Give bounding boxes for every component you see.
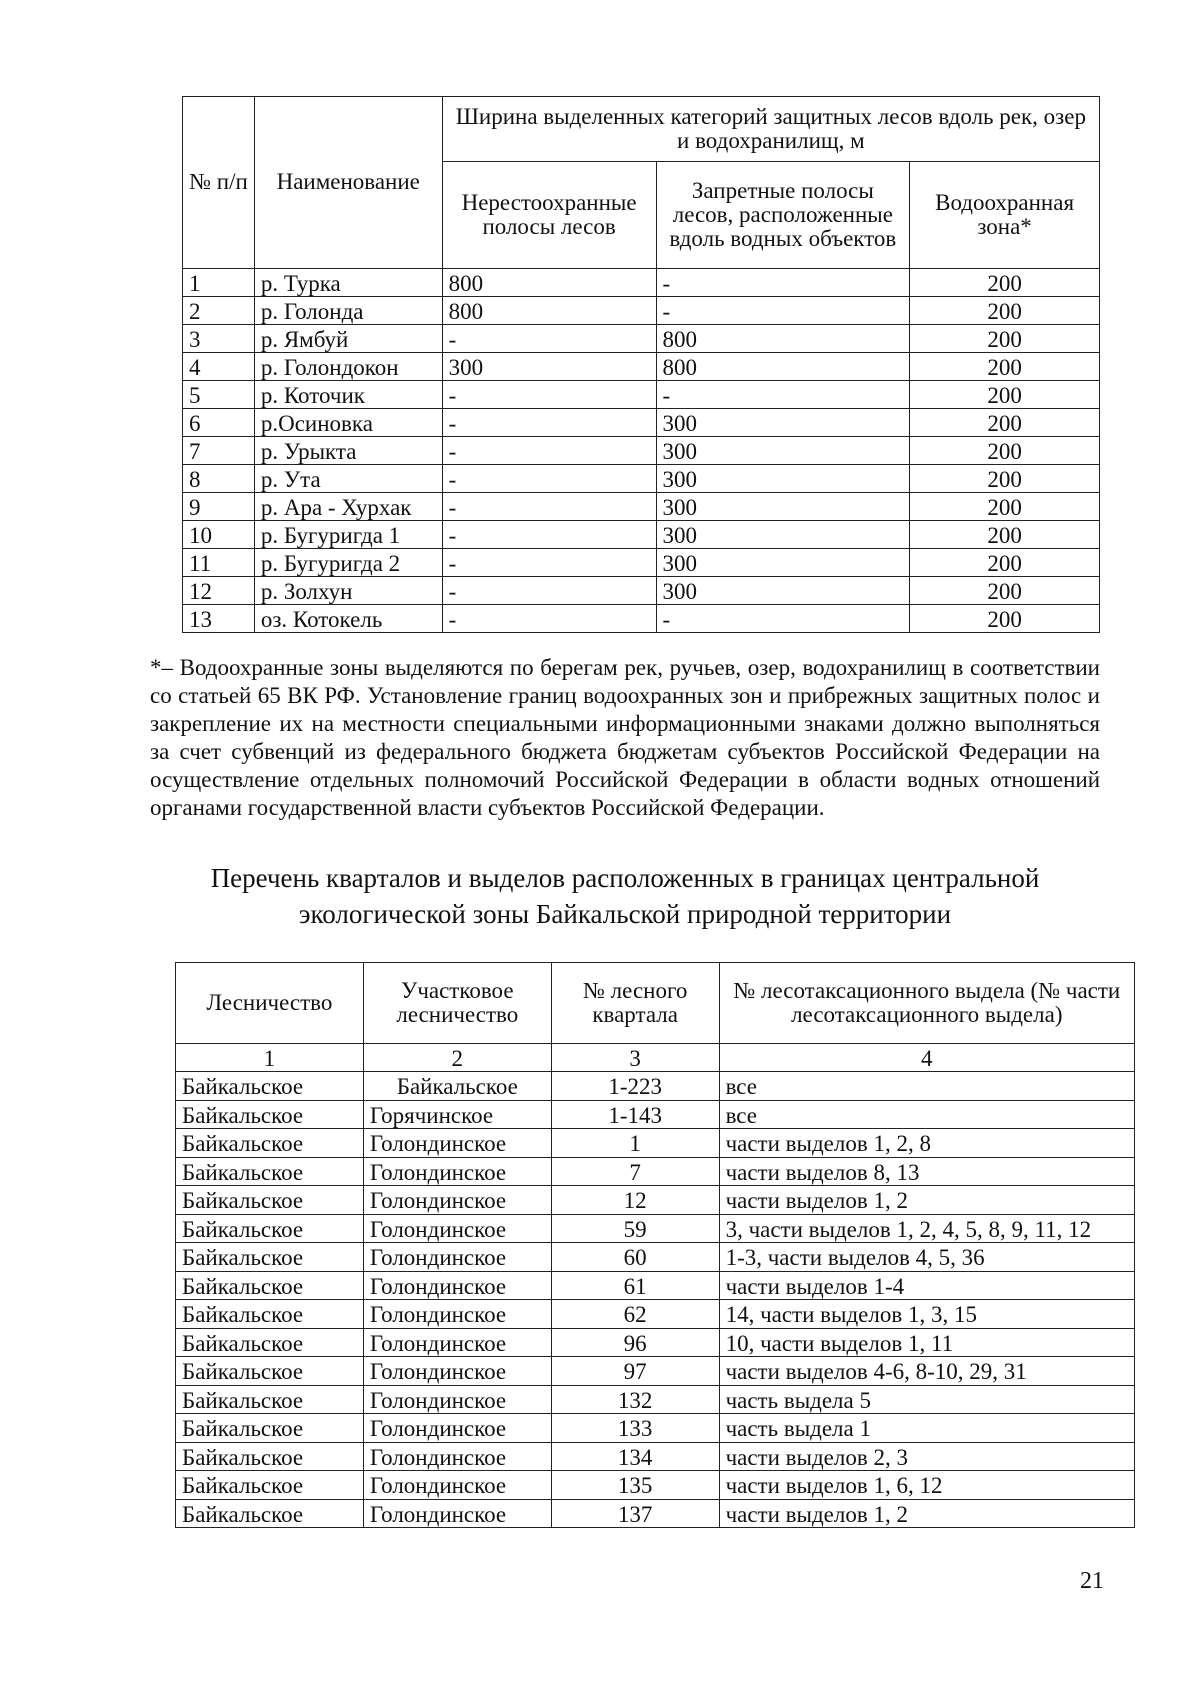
district-name: Голондинское xyxy=(363,1300,551,1329)
header-district: Участковое лесничество xyxy=(363,963,551,1044)
table-row xyxy=(183,465,1100,493)
district-name: Голондинское xyxy=(363,1243,551,1272)
district-name: Голондинское xyxy=(363,1442,551,1471)
allotment-value: части выделов 8, 13 xyxy=(719,1157,1134,1186)
quarter-number: 96 xyxy=(551,1328,719,1357)
spawn-width: - xyxy=(442,465,656,493)
row-number: 10 xyxy=(183,521,255,549)
spawn-width: 800 xyxy=(442,297,656,325)
header-quarter: № лесного квартала xyxy=(551,963,719,1044)
quarter-number: 62 xyxy=(551,1300,719,1329)
forestry-name: Байкальское xyxy=(176,1243,364,1272)
district-name: Горячинское xyxy=(363,1100,551,1129)
table-row xyxy=(176,1243,1135,1272)
water-zone-width: 200 xyxy=(910,297,1100,325)
forestry-name: Байкальское xyxy=(176,1271,364,1300)
district-name: Голондинское xyxy=(363,1499,551,1528)
district-name: Голондинское xyxy=(363,1271,551,1300)
table-row xyxy=(183,297,1100,325)
section-title-line1: Перечень кварталов и выделов расположенных в границах центральной xyxy=(210,863,1040,893)
spawn-width: 800 xyxy=(442,269,656,297)
water-body-name: р. Урыкта xyxy=(254,437,442,465)
quarter-number: 12 xyxy=(551,1186,719,1215)
table-row xyxy=(183,577,1100,605)
water-body-name: р. Ара - Хурхак xyxy=(254,493,442,521)
table2-body xyxy=(176,1072,1135,1528)
forestry-name: Байкальское xyxy=(176,1442,364,1471)
table-row xyxy=(176,1214,1135,1243)
column-number: 2 xyxy=(363,1044,551,1072)
district-name: Голондинское xyxy=(363,1385,551,1414)
district-name: Голондинское xyxy=(363,1186,551,1215)
water-body-name: р. Коточик xyxy=(254,381,442,409)
water-body-name: р. Золхун xyxy=(254,577,442,605)
allotment-value: часть выдела 1 xyxy=(719,1414,1134,1443)
allotment-value: 3, части выделов 1, 2, 4, 5, 8, 9, 11, 12 xyxy=(719,1214,1134,1243)
quarter-number: 134 xyxy=(551,1442,719,1471)
quarter-number: 7 xyxy=(551,1157,719,1186)
table-row xyxy=(183,437,1100,465)
prohibited-width: - xyxy=(656,269,910,297)
water-zone-width: 200 xyxy=(910,437,1100,465)
prohibited-width: 300 xyxy=(656,493,910,521)
table-row xyxy=(183,269,1100,297)
district-name: Голондинское xyxy=(363,1414,551,1443)
prohibited-width: - xyxy=(656,605,910,633)
quarter-number: 61 xyxy=(551,1271,719,1300)
forestry-name: Байкальское xyxy=(176,1357,364,1386)
spawn-width: - xyxy=(442,493,656,521)
forestry-name: Байкальское xyxy=(176,1100,364,1129)
allotment-value: части выделов 1, 6, 12 xyxy=(719,1471,1134,1500)
table-row xyxy=(176,1414,1135,1443)
footnote: *– Водоохранные зоны выделяются по берегам рек, ручьев, озер, водохранилищ в соответствии со статьей 65 ВК РФ. Установление границ водоохранных зон и прибрежных защитных полос и закрепление их на местности специальными информационными знаками должно выполняться за счет субвенций из федерального бюджета бюджетам субъектов Российской Федерации на осуществление отдельных полномочий Российской Федерации в области водных отношений органами государственной власти субъектов Российской Федерации. xyxy=(150,655,1100,820)
water-zone-width: 200 xyxy=(910,409,1100,437)
column-number: 3 xyxy=(551,1044,719,1072)
spawn-width: - xyxy=(442,605,656,633)
header-name: Наименование xyxy=(254,97,442,269)
forestry-name: Байкальское xyxy=(176,1385,364,1414)
row-number: 1 xyxy=(183,269,255,297)
water-zone-width: 200 xyxy=(910,465,1100,493)
forestry-name: Байкальское xyxy=(176,1471,364,1500)
row-number: 11 xyxy=(183,549,255,577)
quarter-number: 59 xyxy=(551,1214,719,1243)
column-number: 1 xyxy=(176,1044,364,1072)
district-name: Голондинское xyxy=(363,1471,551,1500)
spawn-width: - xyxy=(442,521,656,549)
allotment-value: части выделов 2, 3 xyxy=(719,1442,1134,1471)
table-row xyxy=(176,1385,1135,1414)
water-zone-width: 200 xyxy=(910,605,1100,633)
water-body-name: р. Ямбуй xyxy=(254,325,442,353)
table-row xyxy=(176,1471,1135,1500)
table-row xyxy=(176,1499,1135,1528)
water-zone-width: 200 xyxy=(910,493,1100,521)
section-title-line2: экологической зоны Байкальской природной территории xyxy=(298,899,952,929)
row-number: 9 xyxy=(183,493,255,521)
quarter-number: 1 xyxy=(551,1129,719,1158)
header-width-group: Ширина выделенных категорий защитных лесов вдоль рек, озер и водохранилищ, м xyxy=(442,97,1099,162)
header-prohibited: Запретные полосы лесов, расположенные вдоль водных объектов xyxy=(656,162,910,269)
allotment-value: части выделов 1, 2 xyxy=(719,1499,1134,1528)
water-zone-width: 200 xyxy=(910,521,1100,549)
forestry-name: Байкальское xyxy=(176,1157,364,1186)
district-name: Байкальское xyxy=(363,1072,551,1101)
column-number: 4 xyxy=(719,1044,1134,1072)
prohibited-width: - xyxy=(656,381,910,409)
water-body-name: р. Турка xyxy=(254,269,442,297)
district-name: Голондинское xyxy=(363,1129,551,1158)
column-numbers-row xyxy=(176,1044,1135,1072)
quarter-number: 60 xyxy=(551,1243,719,1272)
allotment-value: части выделов 4-6, 8-10, 29, 31 xyxy=(719,1357,1134,1386)
forestry-name: Байкальское xyxy=(176,1499,364,1528)
quarter-number: 137 xyxy=(551,1499,719,1528)
spawn-width: - xyxy=(442,325,656,353)
water-zone-width: 200 xyxy=(910,381,1100,409)
row-number: 5 xyxy=(183,381,255,409)
allotment-value: 1-3, части выделов 4, 5, 36 xyxy=(719,1243,1134,1272)
prohibited-width: 800 xyxy=(656,325,910,353)
quarter-number: 1-223 xyxy=(551,1072,719,1101)
row-number: 4 xyxy=(183,353,255,381)
table-row xyxy=(176,1129,1135,1158)
header-spawn: Нерестоохранные полосы лесов xyxy=(442,162,656,269)
allotment-value: все xyxy=(719,1072,1134,1101)
table-row xyxy=(176,1157,1135,1186)
water-body-name: р. Голонда xyxy=(254,297,442,325)
row-number: 13 xyxy=(183,605,255,633)
allotment-value: части выделов 1, 2, 8 xyxy=(719,1129,1134,1158)
forestry-name: Байкальское xyxy=(176,1129,364,1158)
prohibited-width: 800 xyxy=(656,353,910,381)
row-number: 12 xyxy=(183,577,255,605)
allotment-value: 10, части выделов 1, 11 xyxy=(719,1328,1134,1357)
table-row xyxy=(176,1100,1135,1129)
table1-body xyxy=(183,269,1100,633)
table-row xyxy=(183,493,1100,521)
water-zone-width: 200 xyxy=(910,549,1100,577)
district-name: Голондинское xyxy=(363,1328,551,1357)
table-row xyxy=(176,1271,1135,1300)
table-row xyxy=(176,1300,1135,1329)
allotment-value: часть выдела 5 xyxy=(719,1385,1134,1414)
prohibited-width: 300 xyxy=(656,521,910,549)
spawn-width: - xyxy=(442,549,656,577)
row-number: 2 xyxy=(183,297,255,325)
water-zone-width: 200 xyxy=(910,353,1100,381)
quarters-table xyxy=(175,962,1135,1528)
spawn-width: 300 xyxy=(442,353,656,381)
allotment-value: 14, части выделов 1, 3, 15 xyxy=(719,1300,1134,1329)
spawn-width: - xyxy=(442,437,656,465)
prohibited-width: - xyxy=(656,297,910,325)
row-number: 3 xyxy=(183,325,255,353)
header-forestry: Лесничество xyxy=(176,963,364,1044)
prohibited-width: 300 xyxy=(656,409,910,437)
district-name: Голондинское xyxy=(363,1157,551,1186)
table-row xyxy=(176,1357,1135,1386)
header-number: № п/п xyxy=(183,97,255,269)
water-body-name: р. Голондокон xyxy=(254,353,442,381)
table-row xyxy=(176,1072,1135,1101)
forestry-name: Байкальское xyxy=(176,1300,364,1329)
spawn-width: - xyxy=(442,409,656,437)
water-zone-width: 200 xyxy=(910,269,1100,297)
spawn-width: - xyxy=(442,381,656,409)
forestry-name: Байкальское xyxy=(176,1214,364,1243)
forestry-name: Байкальское xyxy=(176,1072,364,1101)
forestry-name: Байкальское xyxy=(176,1186,364,1215)
table-row xyxy=(183,605,1100,633)
header-allotment: № лесотаксационного выдела (№ части лесотаксационного выдела) xyxy=(719,963,1134,1044)
table-row xyxy=(183,409,1100,437)
header-water-zone: Водоохранная зона* xyxy=(910,162,1100,269)
water-zone-width: 200 xyxy=(910,325,1100,353)
quarter-number: 97 xyxy=(551,1357,719,1386)
row-number: 8 xyxy=(183,465,255,493)
protective-forests-table xyxy=(182,96,1100,633)
prohibited-width: 300 xyxy=(656,465,910,493)
water-body-name: р.Осиновка xyxy=(254,409,442,437)
quarter-number: 133 xyxy=(551,1414,719,1443)
water-body-name: р. Бугуригда 1 xyxy=(254,521,442,549)
quarter-number: 1-143 xyxy=(551,1100,719,1129)
prohibited-width: 300 xyxy=(656,437,910,465)
forestry-name: Байкальское xyxy=(176,1328,364,1357)
table-row xyxy=(183,381,1100,409)
table-row xyxy=(183,325,1100,353)
row-number: 7 xyxy=(183,437,255,465)
prohibited-width: 300 xyxy=(656,549,910,577)
allotment-value: все xyxy=(719,1100,1134,1129)
district-name: Голондинское xyxy=(363,1214,551,1243)
water-body-name: р. Бугуригда 2 xyxy=(254,549,442,577)
water-body-name: оз. Котокель xyxy=(254,605,442,633)
prohibited-width: 300 xyxy=(656,577,910,605)
table-row xyxy=(183,521,1100,549)
table-row xyxy=(183,549,1100,577)
quarter-number: 132 xyxy=(551,1385,719,1414)
table-row xyxy=(183,353,1100,381)
table-row xyxy=(176,1328,1135,1357)
water-body-name: р. Ута xyxy=(254,465,442,493)
table-row xyxy=(176,1442,1135,1471)
allotment-value: части выделов 1, 2 xyxy=(719,1186,1134,1215)
row-number: 6 xyxy=(183,409,255,437)
page-number: 21 xyxy=(1080,1568,1104,1594)
section-title xyxy=(150,860,1100,932)
district-name: Голондинское xyxy=(363,1357,551,1386)
allotment-value: части выделов 1-4 xyxy=(719,1271,1134,1300)
water-zone-width: 200 xyxy=(910,577,1100,605)
table-row xyxy=(176,1186,1135,1215)
spawn-width: - xyxy=(442,577,656,605)
forestry-name: Байкальское xyxy=(176,1414,364,1443)
quarter-number: 135 xyxy=(551,1471,719,1500)
